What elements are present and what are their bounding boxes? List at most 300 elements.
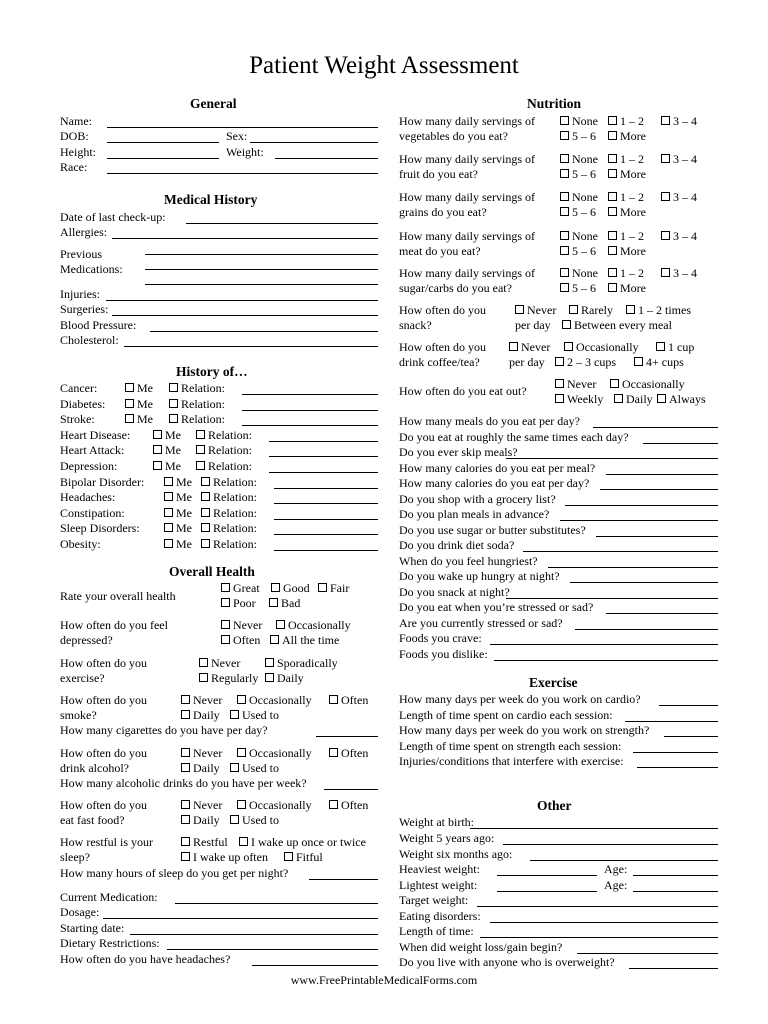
checkbox-icon xyxy=(201,539,210,548)
last-checkup-field[interactable] xyxy=(186,223,378,224)
servings-veg-3-4-option[interactable]: 3 – 4 xyxy=(661,114,697,128)
lightest-weight-field[interactable] xyxy=(497,891,597,892)
checkbox-icon xyxy=(169,383,178,392)
race-field[interactable] xyxy=(107,173,378,174)
eat-out-never-option[interactable]: Never xyxy=(555,377,596,391)
checkbox-icon xyxy=(181,852,190,861)
sleep-restful-option[interactable]: Restful xyxy=(181,835,228,849)
history-relation-option[interactable]: Relation: xyxy=(201,475,257,489)
alcohol-label-1: How often do you xyxy=(60,746,147,760)
history-relation-option[interactable]: Relation: xyxy=(196,428,252,442)
nutrition-question-field[interactable] xyxy=(643,443,718,444)
nutrition-question-field[interactable] xyxy=(494,660,718,661)
nutrition-question-field[interactable] xyxy=(506,598,718,599)
checkbox-icon xyxy=(271,583,280,592)
checkbox-icon xyxy=(181,748,190,757)
history-relation-option[interactable]: Relation: xyxy=(201,537,257,551)
history-relation-field[interactable] xyxy=(274,550,378,551)
checkbox-icon xyxy=(560,207,569,216)
checkbox-icon xyxy=(608,116,617,125)
section-general-heading: General xyxy=(190,96,237,111)
history-relation-option[interactable]: Relation: xyxy=(169,381,225,395)
alcoholic-drinks-field[interactable] xyxy=(324,789,378,790)
medications-label: Medications: xyxy=(60,262,123,276)
checkbox-icon xyxy=(221,583,230,592)
alcohol-daily-option[interactable]: Daily xyxy=(181,761,220,775)
exercise-regularly-option[interactable]: Regularly xyxy=(199,671,258,685)
checkbox-icon xyxy=(560,116,569,125)
checkbox-icon xyxy=(153,461,162,470)
checkbox-icon xyxy=(560,154,569,163)
checkbox-icon xyxy=(196,445,205,454)
nutrition-question-field[interactable] xyxy=(606,474,718,475)
checkbox-icon xyxy=(169,414,178,423)
rate-fair-option[interactable]: Fair xyxy=(318,581,349,595)
previous-medications-field-1[interactable] xyxy=(145,254,378,255)
nutrition-question-field[interactable] xyxy=(606,613,718,614)
checkbox-icon xyxy=(201,523,210,532)
servings-sugar-none-option[interactable]: None xyxy=(560,266,598,280)
target-weight-label: Target weight: xyxy=(399,893,469,907)
current-medication-field[interactable] xyxy=(175,903,378,904)
history-relation-field[interactable] xyxy=(269,472,378,473)
checkbox-icon xyxy=(199,658,208,667)
dosage-label: Dosage: xyxy=(60,905,100,919)
lightest-age-label: Age: xyxy=(604,878,628,892)
checkbox-icon xyxy=(560,268,569,277)
depressed-never-option[interactable]: Never xyxy=(221,618,262,632)
fast-food-label-1: How often do you xyxy=(60,798,147,812)
exercise-label-1: How often do you xyxy=(60,656,147,670)
checkbox-icon xyxy=(657,394,666,403)
nutrition-question-field[interactable] xyxy=(523,551,718,552)
history-me-option[interactable]: Me xyxy=(153,443,181,457)
injuries-label: Injuries: xyxy=(60,287,100,301)
exercise-label-2: exercise? xyxy=(60,671,105,685)
servings-veg-5-6-option[interactable]: 5 – 6 xyxy=(560,129,596,143)
checkbox-icon xyxy=(560,192,569,201)
sleep-hours-label: How many hours of sleep do you get per night? xyxy=(60,866,289,880)
blood-pressure-field[interactable] xyxy=(150,331,378,332)
exercise-question-field[interactable] xyxy=(659,705,718,706)
checkbox-icon xyxy=(661,116,670,125)
weight-six-months-field[interactable] xyxy=(530,860,718,861)
servings-sugar-label-2: sugar/carbs do you eat? xyxy=(399,281,512,295)
alcoholic-drinks-label: How many alcoholic drinks do you have per week? xyxy=(60,776,307,790)
dietary-restrictions-label: Dietary Restrictions: xyxy=(60,936,160,950)
servings-fruit-5-6-option[interactable]: 5 – 6 xyxy=(560,167,596,181)
history-condition-label: Diabetes: xyxy=(60,396,106,411)
checkbox-icon xyxy=(265,673,274,682)
checkbox-icon xyxy=(560,231,569,240)
coffee-never-option[interactable]: Never xyxy=(509,340,550,354)
servings-meat-more-option[interactable]: More xyxy=(608,244,646,258)
eating-disorders-label: Eating disorders: xyxy=(399,909,481,923)
alcohol-never-option[interactable]: Never xyxy=(181,746,222,760)
alcohol-used-to-option[interactable]: Used to xyxy=(230,761,279,775)
checkbox-icon xyxy=(181,815,190,824)
history-condition-label: Headaches: xyxy=(60,490,116,505)
weight-5-years-field[interactable] xyxy=(503,844,718,845)
smoke-occasionally-option[interactable]: Occasionally xyxy=(237,693,312,707)
checkbox-icon xyxy=(169,399,178,408)
depressed-occasionally-option[interactable]: Occasionally xyxy=(276,618,351,632)
coffee-label-2: drink coffee/tea? xyxy=(399,355,480,369)
weight-field[interactable] xyxy=(275,158,378,159)
servings-veg-1-2-option[interactable]: 1 – 2 xyxy=(608,114,644,128)
eat-out-occasionally-option[interactable]: Occasionally xyxy=(610,377,685,391)
history-relation-field[interactable] xyxy=(269,456,378,457)
sleep-hours-field[interactable] xyxy=(309,879,378,880)
checkbox-icon xyxy=(608,207,617,216)
servings-fruit-label-2: fruit do you eat? xyxy=(399,167,478,181)
depressed-often-option[interactable]: Often xyxy=(221,633,260,647)
nutrition-question-label: Do you shop with a grocery list? xyxy=(399,491,556,506)
nutrition-question-label: Are you currently stressed or sad? xyxy=(399,615,563,630)
headaches-frequency-field[interactable] xyxy=(252,965,378,966)
history-me-option[interactable]: Me xyxy=(164,537,192,551)
nutrition-question-field[interactable] xyxy=(565,505,718,506)
section-overall-health-heading: Overall Health xyxy=(169,564,255,579)
checkbox-icon xyxy=(201,477,210,486)
checkbox-icon xyxy=(221,598,230,607)
history-condition-label: Sleep Disorders: xyxy=(60,521,140,536)
length-of-time-field[interactable] xyxy=(480,937,718,938)
nutrition-question-field[interactable] xyxy=(575,629,718,630)
checkbox-icon xyxy=(153,445,162,454)
checkbox-icon xyxy=(608,231,617,240)
checkbox-icon xyxy=(555,394,564,403)
live-with-overweight-label: Do you live with anyone who is overweight? xyxy=(399,955,615,969)
history-condition-label: Cancer: xyxy=(60,381,98,395)
exercise-never-option[interactable]: Never xyxy=(199,656,240,670)
nutrition-question-field[interactable] xyxy=(600,489,718,490)
servings-grain-5-6-option[interactable]: 5 – 6 xyxy=(560,205,596,219)
servings-grain-3-4-option[interactable]: 3 – 4 xyxy=(661,190,697,204)
nutrition-question-label: Do you eat at roughly the same times each day? xyxy=(399,429,629,444)
surgeries-label: Surgeries: xyxy=(60,302,109,316)
history-relation-field[interactable] xyxy=(242,425,378,426)
nutrition-question-label: Do you snack at night? xyxy=(399,584,510,599)
coffee-4-plus-cups-option[interactable]: 4+ cups xyxy=(634,355,684,369)
weight-5-years-label: Weight 5 years ago: xyxy=(399,831,495,845)
checkbox-icon xyxy=(164,508,173,517)
nutrition-question-field[interactable] xyxy=(596,536,718,537)
checkbox-icon xyxy=(181,800,190,809)
nutrition-question-field[interactable] xyxy=(593,427,718,428)
history-me-option[interactable]: Me xyxy=(125,381,153,395)
exercise-question-label: How many days per week do you work on cardio? xyxy=(399,692,641,706)
exercise-question-field[interactable] xyxy=(633,752,718,753)
alcohol-label-2: drink alcohol? xyxy=(60,761,129,775)
checkbox-icon xyxy=(608,246,617,255)
checkbox-icon xyxy=(239,837,248,846)
checkbox-icon xyxy=(221,620,230,629)
depressed-label-1: How often do you feel xyxy=(60,618,168,632)
checkbox-icon xyxy=(196,430,205,439)
servings-meat-label-1: How many daily servings of xyxy=(399,229,535,243)
servings-grain-label-2: grains do you eat? xyxy=(399,205,487,219)
servings-sugar-1-2-option[interactable]: 1 – 2 xyxy=(608,266,644,280)
smoke-often-option[interactable]: Often xyxy=(329,693,368,707)
servings-grain-1-2-option[interactable]: 1 – 2 xyxy=(608,190,644,204)
eat-out-always-option[interactable]: Always xyxy=(657,392,706,406)
history-relation-field[interactable] xyxy=(274,503,378,504)
checkbox-icon xyxy=(125,414,134,423)
checkbox-icon xyxy=(555,379,564,388)
heaviest-weight-label: Heaviest weight: xyxy=(399,862,480,876)
fast-food-daily-option[interactable]: Daily xyxy=(181,813,220,827)
fast-food-used-to-option[interactable]: Used to xyxy=(230,813,279,827)
alcohol-occasionally-option[interactable]: Occasionally xyxy=(237,746,312,760)
snack-rarely-option[interactable]: Rarely xyxy=(569,303,613,317)
history-me-option[interactable]: Me xyxy=(125,397,153,411)
history-me-option[interactable]: Me xyxy=(153,459,181,473)
alcohol-often-option[interactable]: Often xyxy=(329,746,368,760)
exercise-daily-option[interactable]: Daily xyxy=(265,671,304,685)
name-label: Name: xyxy=(60,114,92,128)
checkbox-icon xyxy=(608,131,617,140)
snack-never-option[interactable]: Never xyxy=(515,303,556,317)
servings-fruit-none-option[interactable]: None xyxy=(560,152,598,166)
weight-six-months-label: Weight six months ago: xyxy=(399,847,513,861)
nutrition-question-field[interactable] xyxy=(548,567,718,568)
weight-at-birth-field[interactable] xyxy=(470,828,718,829)
checkbox-icon xyxy=(610,379,619,388)
history-relation-field[interactable] xyxy=(274,534,378,535)
exercise-sporadically-option[interactable]: Sporadically xyxy=(265,656,338,670)
history-relation-field[interactable] xyxy=(274,488,378,489)
exercise-question-field[interactable] xyxy=(625,721,718,722)
section-history-of-heading: History of… xyxy=(176,364,248,379)
checkbox-icon xyxy=(318,583,327,592)
allergies-field[interactable] xyxy=(112,238,378,239)
nutrition-question-field[interactable] xyxy=(570,582,718,583)
snack-between-every-meal-option[interactable]: Between every meal xyxy=(562,318,672,332)
history-relation-option[interactable]: Relation: xyxy=(196,443,252,457)
smoke-daily-option[interactable]: Daily xyxy=(181,708,220,722)
servings-veg-none-option[interactable]: None xyxy=(560,114,598,128)
section-other-heading: Other xyxy=(537,798,572,813)
cigarettes-field[interactable] xyxy=(316,736,378,737)
nutrition-question-label: Foods you crave: xyxy=(399,631,482,645)
history-relation-option[interactable]: Relation: xyxy=(196,459,252,473)
previous-label: Previous xyxy=(60,247,102,261)
smoke-never-option[interactable]: Never xyxy=(181,693,222,707)
checkbox-icon xyxy=(661,154,670,163)
live-with-overweight-field[interactable] xyxy=(629,968,718,969)
fast-food-occasionally-option[interactable]: Occasionally xyxy=(237,798,312,812)
coffee-occasionally-option[interactable]: Occasionally xyxy=(564,340,639,354)
snack-label-1: How often do you xyxy=(399,303,486,317)
exercise-question-label: Length of time spent on cardio each session: xyxy=(399,707,613,722)
servings-sugar-more-option[interactable]: More xyxy=(608,281,646,295)
checkbox-icon xyxy=(560,283,569,292)
page-title: Patient Weight Assessment xyxy=(249,52,519,79)
dosage-field[interactable] xyxy=(103,918,378,919)
smoke-used-to-option[interactable]: Used to xyxy=(230,708,279,722)
section-nutrition-heading: Nutrition xyxy=(527,96,581,111)
history-me-option[interactable]: Me xyxy=(164,506,192,520)
previous-medications-field-3[interactable] xyxy=(145,284,378,285)
checkbox-icon xyxy=(201,492,210,501)
nutrition-question-label: Foods you dislike: xyxy=(399,646,488,661)
height-field[interactable] xyxy=(107,158,219,159)
heaviest-weight-field[interactable] xyxy=(497,875,597,876)
history-relation-option[interactable]: Relation: xyxy=(169,412,225,426)
servings-grain-none-option[interactable]: None xyxy=(560,190,598,204)
servings-sugar-5-6-option[interactable]: 5 – 6 xyxy=(560,281,596,295)
checkbox-icon xyxy=(201,508,210,517)
servings-fruit-more-option[interactable]: More xyxy=(608,167,646,181)
servings-meat-1-2-option[interactable]: 1 – 2 xyxy=(608,229,644,243)
checkbox-icon xyxy=(661,231,670,240)
checkbox-icon xyxy=(125,399,134,408)
nutrition-question-label: When do you feel hungriest? xyxy=(399,553,538,568)
rate-poor-option[interactable]: Poor xyxy=(221,596,256,610)
nutrition-question-field[interactable] xyxy=(490,644,718,645)
servings-veg-label-2: vegetables do you eat? xyxy=(399,129,508,143)
checkbox-icon xyxy=(614,394,623,403)
history-relation-field[interactable] xyxy=(242,394,378,395)
history-relation-option[interactable]: Relation: xyxy=(201,490,257,504)
history-condition-label: Depression: xyxy=(60,459,118,473)
checkbox-icon xyxy=(237,748,246,757)
servings-veg-label-1: How many daily servings of xyxy=(399,114,535,128)
history-me-option[interactable]: Me xyxy=(125,412,153,426)
heaviest-age-field[interactable] xyxy=(633,875,718,876)
sex-field[interactable] xyxy=(250,142,378,143)
dob-field[interactable] xyxy=(107,142,219,143)
servings-meat-none-option[interactable]: None xyxy=(560,229,598,243)
coffee-label-1: How often do you xyxy=(399,340,486,354)
coffee-2-3-cups-option[interactable]: 2 – 3 cups xyxy=(555,355,616,369)
checkbox-icon xyxy=(560,246,569,255)
checkbox-icon xyxy=(562,320,571,329)
nutrition-question-label: How many calories do you eat per meal? xyxy=(399,460,596,475)
nutrition-question-label: Do you use sugar or butter substitutes? xyxy=(399,522,586,537)
rate-good-option[interactable]: Good xyxy=(271,581,310,595)
dob-label: DOB: xyxy=(60,129,89,143)
sleep-wake-often-option[interactable]: I wake up often xyxy=(181,850,268,864)
surgeries-field[interactable] xyxy=(112,315,378,316)
lightest-age-field[interactable] xyxy=(633,891,718,892)
sleep-wake-once-option[interactable]: I wake up once or twice xyxy=(239,835,366,849)
starting-date-field[interactable] xyxy=(130,934,378,935)
servings-fruit-3-4-option[interactable]: 3 – 4 xyxy=(661,152,697,166)
weight-at-birth-label: Weight at birth: xyxy=(399,815,475,829)
height-label: Height: xyxy=(60,145,96,159)
rate-bad-option[interactable]: Bad xyxy=(269,596,300,610)
checkbox-icon xyxy=(634,357,643,366)
servings-meat-3-4-option[interactable]: 3 – 4 xyxy=(661,229,697,243)
coffee-per-day-label: per day xyxy=(509,355,545,369)
eat-out-daily-option[interactable]: Daily xyxy=(614,392,653,406)
depressed-label-2: depressed? xyxy=(60,633,113,647)
rate-great-option[interactable]: Great xyxy=(221,581,260,595)
snack-1-2-times-option[interactable]: 1 – 2 times xyxy=(626,303,691,317)
checkbox-icon xyxy=(656,342,665,351)
injuries-field[interactable] xyxy=(106,300,378,301)
checkbox-icon xyxy=(153,430,162,439)
cholesterol-field[interactable] xyxy=(124,346,378,347)
servings-sugar-label-1: How many daily servings of xyxy=(399,266,535,280)
section-exercise-heading: Exercise xyxy=(529,675,578,690)
checkbox-icon xyxy=(181,837,190,846)
checkbox-icon xyxy=(164,539,173,548)
servings-fruit-1-2-option[interactable]: 1 – 2 xyxy=(608,152,644,166)
headaches-frequency-label: How often do you have headaches? xyxy=(60,952,231,966)
checkbox-icon xyxy=(276,620,285,629)
weight-label: Weight: xyxy=(226,145,264,159)
cholesterol-label: Cholesterol: xyxy=(60,333,119,347)
eating-disorders-field[interactable] xyxy=(490,922,718,923)
exercise-question-field[interactable] xyxy=(664,736,718,737)
history-condition-label: Bipolar Disorder: xyxy=(60,474,145,489)
previous-medications-field-2[interactable] xyxy=(145,269,378,270)
checkbox-icon xyxy=(329,695,338,704)
length-of-time-label: Length of time: xyxy=(399,924,474,938)
checkbox-icon xyxy=(608,283,617,292)
checkbox-icon xyxy=(270,635,279,644)
history-me-option[interactable]: Me xyxy=(164,521,192,535)
checkbox-icon xyxy=(555,357,564,366)
history-relation-option[interactable]: Relation: xyxy=(201,521,257,535)
history-relation-field[interactable] xyxy=(242,410,378,411)
servings-veg-more-option[interactable]: More xyxy=(608,129,646,143)
nutrition-question-field[interactable] xyxy=(506,458,718,459)
allergies-label: Allergies: xyxy=(60,225,108,239)
exercise-question-label: Length of time spent on strength each session: xyxy=(399,738,622,753)
last-checkup-label: Date of last check-up: xyxy=(60,210,166,224)
eat-out-weekly-option[interactable]: Weekly xyxy=(555,392,603,406)
history-condition-label: Heart Disease: xyxy=(60,427,131,442)
history-relation-option[interactable]: Relation: xyxy=(201,506,257,520)
name-field[interactable] xyxy=(107,127,378,128)
fast-food-never-option[interactable]: Never xyxy=(181,798,222,812)
coffee-1-cup-option[interactable]: 1 cup xyxy=(656,340,694,354)
history-relation-field[interactable] xyxy=(274,519,378,520)
history-me-option[interactable]: Me xyxy=(164,475,192,489)
checkbox-icon xyxy=(181,763,190,772)
checkbox-icon xyxy=(608,154,617,163)
servings-sugar-3-4-option[interactable]: 3 – 4 xyxy=(661,266,697,280)
checkbox-icon xyxy=(237,695,246,704)
checkbox-icon xyxy=(196,461,205,470)
fast-food-often-option[interactable]: Often xyxy=(329,798,368,812)
weight-change-began-field[interactable] xyxy=(577,953,718,954)
dietary-restrictions-field[interactable] xyxy=(167,949,378,950)
depressed-all-the-time-option[interactable]: All the time xyxy=(270,633,339,647)
target-weight-field[interactable] xyxy=(477,906,718,907)
history-me-option[interactable]: Me xyxy=(153,428,181,442)
cigarettes-label: How many cigarettes do you have per day? xyxy=(60,723,268,737)
history-relation-option[interactable]: Relation: xyxy=(169,397,225,411)
exercise-question-field[interactable] xyxy=(637,767,718,768)
history-me-option[interactable]: Me xyxy=(164,490,192,504)
smoke-label-2: smoke? xyxy=(60,708,97,722)
servings-meat-label-2: meat do you eat? xyxy=(399,244,481,258)
servings-meat-5-6-option[interactable]: 5 – 6 xyxy=(560,244,596,258)
servings-grain-more-option[interactable]: More xyxy=(608,205,646,219)
footer-website: www.FreePrintableMedicalForms.com xyxy=(290,973,478,987)
sleep-fitful-option[interactable]: Fitful xyxy=(284,850,323,864)
fast-food-label-2: eat fast food? xyxy=(60,813,125,827)
nutrition-question-label: Do you plan meals in advance? xyxy=(399,507,550,521)
history-relation-field[interactable] xyxy=(269,441,378,442)
nutrition-question-field[interactable] xyxy=(560,520,718,521)
starting-date-label: Starting date: xyxy=(60,921,125,935)
